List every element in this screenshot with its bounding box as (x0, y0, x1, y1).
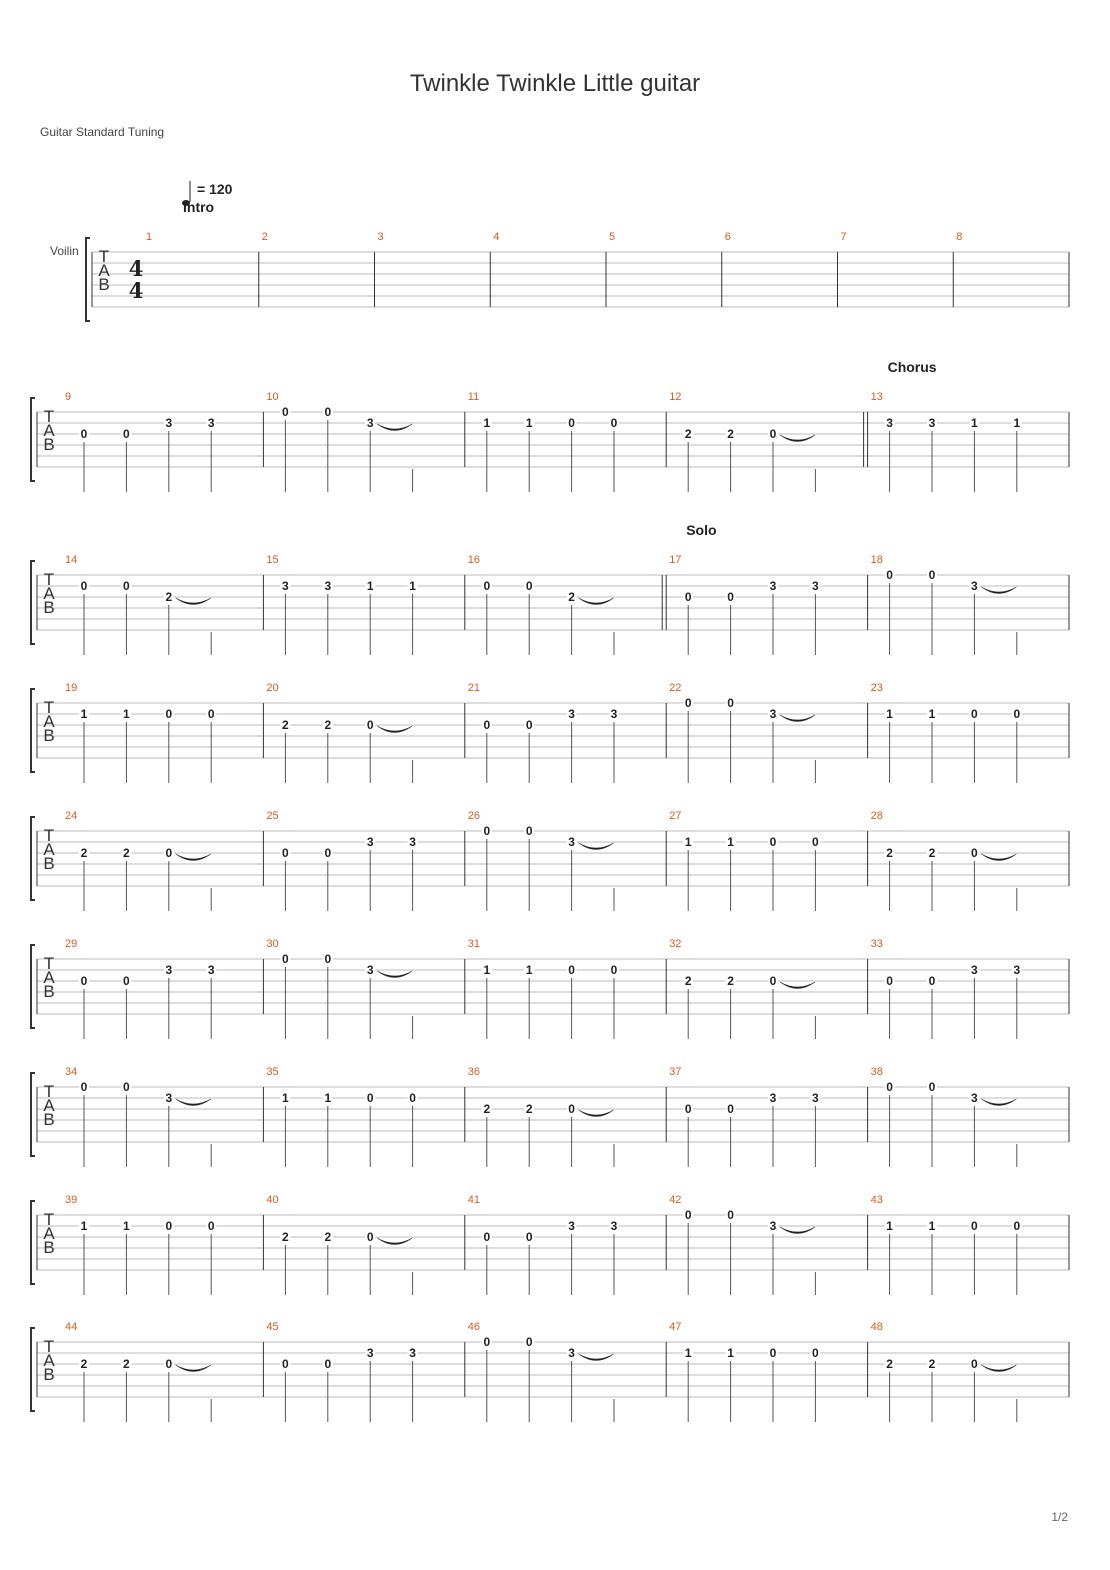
tab-clef-letter: B (43, 982, 55, 1001)
fret-number: 0 (165, 1219, 173, 1233)
fret-number: 0 (123, 427, 130, 441)
measure-number: 13 (870, 391, 883, 403)
tie-arc (981, 587, 1016, 594)
measure-number: 30 (266, 938, 279, 950)
measure-number: 28 (870, 810, 883, 822)
fret-number: 0 (207, 1219, 215, 1233)
fret-number: 3 (568, 707, 575, 721)
measure-number: 16 (467, 554, 481, 566)
measure-number: 27 (669, 810, 682, 822)
fret-number: 0 (1013, 707, 1021, 721)
measure-number: 5 (609, 231, 616, 243)
system-bracket (31, 689, 35, 772)
fret-number: 0 (928, 1080, 936, 1094)
fret-number: 2 (568, 590, 575, 604)
fret-number: 3 (568, 1219, 575, 1233)
fret-number: 1 (684, 835, 692, 849)
fret-number: 0 (727, 590, 734, 604)
tab-clef-letter: T (43, 570, 55, 589)
fret-number: 3 (928, 416, 936, 430)
fret-number: 0 (1013, 1219, 1021, 1233)
fret-number: 1 (80, 1219, 88, 1233)
fret-number: 0 (282, 405, 289, 419)
fret-number: 0 (684, 590, 692, 604)
fret-number: 3 (610, 1219, 618, 1233)
measure-number: 9 (65, 391, 72, 403)
tab-clef-letter: A (43, 1351, 55, 1370)
measure-number: 2 (261, 231, 268, 243)
fret-number: 2 (886, 846, 893, 860)
fret-number: 0 (80, 427, 88, 441)
measure-number: 44 (65, 1321, 78, 1333)
tuning-label: Guitar Standard Tuning (40, 125, 165, 139)
tie-arc (176, 598, 211, 605)
fret-number: 0 (525, 1335, 533, 1349)
fret-number: 3 (165, 416, 173, 430)
fret-number: 2 (80, 1357, 88, 1371)
fret-number: 3 (409, 1346, 416, 1360)
measure-number: 25 (266, 810, 279, 822)
tab-clef-letter: T (43, 407, 55, 426)
fret-number: 2 (886, 1357, 893, 1371)
tie-arc (377, 971, 412, 978)
fret-number: 1 (928, 1219, 936, 1233)
fret-number: 0 (525, 718, 533, 732)
tab-clef-letter: B (43, 854, 55, 873)
fret-number: 0 (525, 1230, 533, 1244)
tab-clef-letter: A (43, 840, 55, 859)
fret-number: 0 (282, 846, 289, 860)
fret-number: 0 (80, 974, 88, 988)
fret-number: 0 (123, 579, 130, 593)
system-bracket (86, 238, 90, 321)
fret-number: 2 (928, 846, 936, 860)
tab-clef-letter: T (98, 247, 110, 266)
fret-number: 2 (684, 427, 692, 441)
fret-number: 0 (282, 1357, 289, 1371)
system-bracket (31, 1328, 35, 1411)
tab-clef-letter: B (43, 598, 55, 617)
fret-number: 3 (1013, 963, 1021, 977)
fret-number: 0 (769, 835, 777, 849)
tab-clef-letter: A (43, 584, 55, 603)
fret-number: 0 (684, 1208, 692, 1222)
measure-number: 17 (669, 554, 682, 566)
fret-number: 3 (366, 835, 374, 849)
fret-number: 3 (409, 835, 416, 849)
measure-number: 39 (65, 1194, 78, 1206)
tie-arc (981, 854, 1016, 861)
fret-number: 0 (483, 718, 491, 732)
fret-number: 0 (525, 824, 533, 838)
tie-arc (176, 1099, 211, 1106)
system-bracket (31, 817, 35, 900)
tempo-marking: = 120 (197, 181, 233, 197)
measure-number: 40 (266, 1194, 279, 1206)
fret-number: 3 (812, 579, 819, 593)
tie-arc (780, 1227, 815, 1234)
fret-number: 0 (727, 1208, 734, 1222)
fret-number: 0 (812, 1346, 819, 1360)
fret-number: 3 (207, 963, 215, 977)
measure-number: 12 (669, 391, 682, 403)
fret-number: 3 (610, 707, 618, 721)
tab-clef-letter: T (43, 1210, 55, 1229)
fret-number: 2 (324, 718, 332, 732)
measure-number: 31 (467, 938, 481, 950)
fret-number: 0 (568, 1102, 575, 1116)
tie-arc (176, 1365, 211, 1372)
fret-number: 2 (165, 590, 173, 604)
fret-number: 0 (80, 579, 88, 593)
fret-number: 1 (886, 707, 893, 721)
measure-number: 6 (724, 231, 731, 243)
fret-number: 3 (769, 1219, 777, 1233)
measure-number: 3 (377, 231, 384, 243)
tab-clef-letter: A (98, 261, 110, 280)
page-number: 1/2 (1051, 1510, 1068, 1524)
measure-number: 29 (65, 938, 78, 950)
fret-number: 1 (971, 416, 978, 430)
measure-number: 42 (669, 1194, 682, 1206)
fret-number: 2 (282, 718, 289, 732)
fret-number: 2 (282, 1230, 289, 1244)
measure-number: 41 (467, 1194, 481, 1206)
fret-number: 2 (727, 427, 734, 441)
tie-arc (981, 1365, 1016, 1372)
fret-number: 1 (483, 963, 491, 977)
fret-number: 3 (568, 1346, 575, 1360)
measure-number: 18 (870, 554, 883, 566)
measure-number: 1 (146, 231, 153, 243)
measure-number: 36 (467, 1066, 481, 1078)
fret-number: 1 (123, 1219, 130, 1233)
fret-number: 1 (525, 416, 533, 430)
fret-number: 0 (483, 1230, 491, 1244)
tie-arc (579, 1110, 614, 1117)
fret-number: 0 (769, 427, 777, 441)
fret-number: 3 (886, 416, 893, 430)
fret-number: 2 (123, 846, 130, 860)
measure-number: 19 (65, 682, 78, 694)
fret-number: 0 (366, 1230, 374, 1244)
tie-arc (377, 726, 412, 733)
measure-number: 24 (65, 810, 78, 822)
measure-number: 7 (840, 231, 847, 243)
fret-number: 2 (684, 974, 692, 988)
measure-number: 37 (669, 1066, 682, 1078)
fret-number: 3 (769, 1091, 777, 1105)
fret-number: 3 (971, 579, 978, 593)
fret-number: 0 (727, 696, 734, 710)
fret-number: 0 (324, 846, 332, 860)
system-bracket (31, 945, 35, 1028)
fret-number: 3 (282, 579, 289, 593)
fret-number: 0 (165, 707, 173, 721)
fret-number: 0 (928, 568, 936, 582)
fret-number: 3 (165, 963, 173, 977)
fret-number: 0 (324, 952, 332, 966)
fret-number: 0 (886, 568, 893, 582)
time-signature-numerator: 4 (128, 256, 144, 281)
tab-clef-letter: A (43, 712, 55, 731)
fret-number: 1 (1013, 416, 1021, 430)
fret-number: 0 (568, 963, 575, 977)
instrument-name: Voilin (50, 244, 79, 258)
fret-number: 0 (610, 963, 618, 977)
measure-number: 43 (870, 1194, 883, 1206)
fret-number: 0 (971, 846, 978, 860)
fret-number: 0 (165, 1357, 173, 1371)
page-title: Twinkle Twinkle Little guitar (409, 70, 701, 97)
measure-number: 35 (266, 1066, 279, 1078)
fret-number: 1 (727, 1346, 734, 1360)
fret-number: 1 (324, 1091, 332, 1105)
system-bracket (31, 1073, 35, 1156)
system-bracket (31, 561, 35, 644)
fret-number: 1 (409, 579, 416, 593)
fret-number: 0 (80, 1080, 88, 1094)
fret-number: 2 (123, 1357, 130, 1371)
tab-clef-letter: A (43, 1224, 55, 1243)
fret-number: 2 (483, 1102, 491, 1116)
fret-number: 0 (886, 1080, 893, 1094)
fret-number: 1 (684, 1346, 692, 1360)
fret-number: 3 (769, 707, 777, 721)
tab-clef-letter: T (43, 826, 55, 845)
fret-number: 0 (971, 707, 978, 721)
fret-number: 0 (610, 416, 618, 430)
measure-number: 23 (870, 682, 883, 694)
fret-number: 2 (324, 1230, 332, 1244)
fret-number: 0 (165, 846, 173, 860)
section-label: Chorus (887, 359, 937, 375)
tie-arc (377, 1238, 412, 1245)
tie-arc (377, 424, 412, 431)
tab-clef-letter: B (43, 1238, 55, 1257)
tab-clef-letter: B (43, 1110, 55, 1129)
fret-number: 3 (971, 1091, 978, 1105)
system-bracket (31, 1201, 35, 1284)
tab-clef-letter: T (43, 1082, 55, 1101)
fret-number: 0 (568, 416, 575, 430)
measure-number: 8 (956, 231, 963, 243)
measure-number: 21 (467, 682, 481, 694)
measure-number: 20 (266, 682, 279, 694)
fret-number: 3 (165, 1091, 173, 1105)
tab-clef-letter: B (98, 275, 110, 294)
tie-arc (981, 1099, 1016, 1106)
tab-clef-letter: B (43, 726, 55, 745)
fret-number: 2 (80, 846, 88, 860)
fret-number: 0 (727, 1102, 734, 1116)
fret-number: 0 (684, 1102, 692, 1116)
tie-arc (780, 715, 815, 722)
measure-number: 10 (266, 391, 279, 403)
fret-number: 1 (525, 963, 533, 977)
tab-clef-letter: B (43, 435, 55, 454)
fret-number: 2 (928, 1357, 936, 1371)
system-bracket (31, 398, 35, 481)
fret-number: 2 (727, 974, 734, 988)
fret-number: 3 (971, 963, 978, 977)
fret-number: 0 (684, 696, 692, 710)
section-label: Solo (686, 522, 717, 538)
tab-clef-letter: T (43, 954, 55, 973)
measure-number: 34 (65, 1066, 78, 1078)
fret-number: 1 (80, 707, 88, 721)
fret-number: 0 (207, 707, 215, 721)
fret-number: 0 (483, 1335, 491, 1349)
fret-number: 1 (727, 835, 734, 849)
fret-number: 3 (769, 579, 777, 593)
fret-number: 0 (812, 835, 819, 849)
fret-number: 0 (769, 1346, 777, 1360)
measure-number: 47 (669, 1321, 682, 1333)
measure-number: 11 (467, 391, 480, 403)
fret-number: 1 (928, 707, 936, 721)
fret-number: 0 (483, 824, 491, 838)
fret-number: 0 (971, 1219, 978, 1233)
fret-number: 0 (409, 1091, 416, 1105)
measure-number: 45 (266, 1321, 279, 1333)
measure-number: 4 (493, 231, 500, 243)
tab-clef-letter: A (43, 968, 55, 987)
tab-clef-letter: T (43, 698, 55, 717)
tie-arc (579, 843, 614, 850)
measure-number: 14 (65, 554, 78, 566)
fret-number: 0 (282, 952, 289, 966)
fret-number: 0 (123, 974, 130, 988)
tie-arc (579, 598, 614, 605)
measure-number: 46 (467, 1321, 481, 1333)
fret-number: 0 (525, 579, 533, 593)
fret-number: 0 (324, 405, 332, 419)
tab-clef-letter: B (43, 1365, 55, 1384)
fret-number: 0 (324, 1357, 332, 1371)
fret-number: 1 (282, 1091, 289, 1105)
fret-number: 0 (886, 974, 893, 988)
tie-arc (780, 435, 815, 442)
fret-number: 0 (123, 1080, 130, 1094)
measure-number: 22 (669, 682, 682, 694)
tab-clef-letter: A (43, 1096, 55, 1115)
fret-number: 0 (928, 974, 936, 988)
time-signature-denominator: 4 (128, 278, 144, 303)
measure-number: 48 (870, 1321, 883, 1333)
fret-number: 1 (366, 579, 374, 593)
fret-number: 0 (971, 1357, 978, 1371)
measure-number: 26 (467, 810, 481, 822)
fret-number: 0 (366, 1091, 374, 1105)
tie-arc (579, 1354, 614, 1361)
tab-clef-letter: A (43, 421, 55, 440)
tie-arc (176, 854, 211, 861)
measure-number: 38 (870, 1066, 883, 1078)
fret-number: 0 (769, 974, 777, 988)
fret-number: 3 (366, 963, 374, 977)
measure-number: 32 (669, 938, 682, 950)
fret-number: 1 (123, 707, 130, 721)
tie-arc (780, 982, 815, 989)
fret-number: 0 (483, 579, 491, 593)
fret-number: 3 (812, 1091, 819, 1105)
section-label: Intro (183, 199, 215, 215)
tab-clef-letter: T (43, 1337, 55, 1356)
fret-number: 1 (886, 1219, 893, 1233)
fret-number: 1 (483, 416, 491, 430)
fret-number: 3 (366, 1346, 374, 1360)
measure-number: 15 (266, 554, 279, 566)
fret-number: 3 (324, 579, 332, 593)
fret-number: 2 (525, 1102, 533, 1116)
fret-number: 3 (207, 416, 215, 430)
fret-number: 3 (568, 835, 575, 849)
fret-number: 0 (366, 718, 374, 732)
measure-number: 33 (870, 938, 883, 950)
fret-number: 3 (366, 416, 374, 430)
